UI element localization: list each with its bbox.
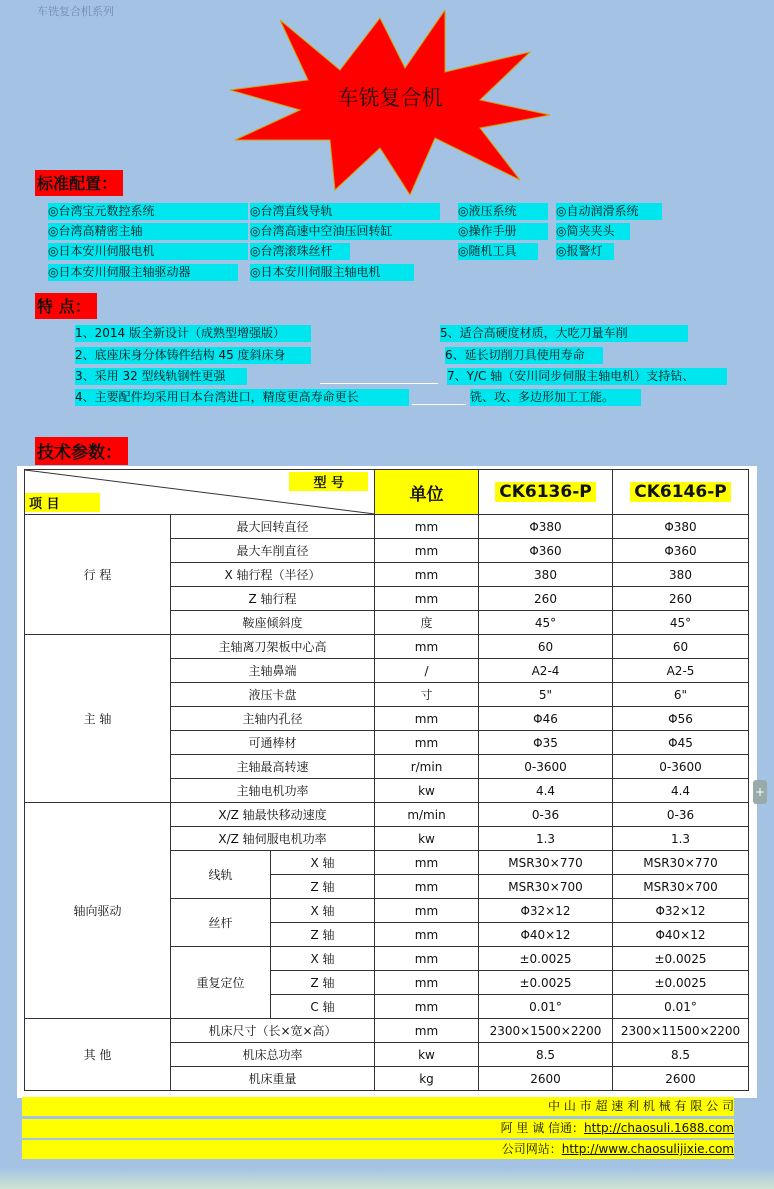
unit-cell: mm: [375, 995, 479, 1019]
model2-value-cell: 260: [613, 587, 749, 611]
table-row: [25, 803, 749, 827]
group-name-cell: 主 轴: [25, 635, 171, 803]
param-name-cell: X/Z 轴最快移动速度: [171, 803, 375, 827]
unit-header: 单位: [375, 470, 479, 515]
model1-value-cell: 45°: [479, 611, 613, 635]
bottom-strip: [0, 1168, 774, 1189]
alibaba-label: 阿 里 诚 信通：: [500, 1121, 585, 1135]
config-item: ◎日本安川伺服主轴电机: [250, 264, 414, 281]
website-label: 公司网站：: [501, 1142, 562, 1156]
model2-value-cell: 4.4: [613, 779, 749, 803]
divider: [412, 404, 466, 405]
unit-cell: kw: [375, 779, 479, 803]
unit-cell: 寸: [375, 683, 479, 707]
param-name-cell: 最大回转直径: [171, 515, 375, 539]
divider: [320, 383, 438, 384]
website-link[interactable]: http://www.chaosulijixie.com: [561, 1142, 734, 1156]
unit-cell: m/min: [375, 803, 479, 827]
alibaba-link[interactable]: http://chaosuli.1688.com: [584, 1121, 734, 1135]
model1-header: [479, 470, 613, 515]
model1-value-cell: 260: [479, 587, 613, 611]
axis-cell: X 轴: [271, 947, 375, 971]
model1-value-cell: Φ35: [479, 731, 613, 755]
config-item: ◎日本安川伺服电机: [48, 243, 248, 260]
params-label: 技术参数：: [35, 437, 128, 465]
banner-title: 车铣复合机: [337, 86, 443, 110]
model1-value-cell: 4.4: [479, 779, 613, 803]
subgroup-name-cell: 丝杆: [171, 899, 271, 947]
unit-cell: mm: [375, 587, 479, 611]
unit-cell: mm: [375, 1019, 479, 1043]
model1-value-cell: 380: [479, 563, 613, 587]
config-item: ◎液压系统: [458, 203, 548, 220]
company-name: 中 山 市 超 速 利 机 械 有 限 公 司: [548, 1099, 734, 1113]
param-name-cell: 主轴离刀架板中心高: [171, 635, 375, 659]
config-item: ◎台湾高速中空油压回转缸: [250, 223, 460, 240]
model2-value-cell: 6": [613, 683, 749, 707]
model1-value-cell: A2-4: [479, 659, 613, 683]
model2-value-cell: MSR30×770: [613, 851, 749, 875]
feature-item: 4、主要配件均采用日本台湾进口，精度更高寿命更长: [75, 389, 409, 406]
unit-cell: kw: [375, 1043, 479, 1067]
footer-website: [22, 1140, 734, 1159]
param-name-cell: 主轴最高转速: [171, 755, 375, 779]
model1-value-cell: 0-36: [479, 803, 613, 827]
model1-value-cell: ±0.0025: [479, 971, 613, 995]
spec-table-container: [17, 466, 757, 1098]
model1-value-cell: 60: [479, 635, 613, 659]
table-row: [25, 515, 749, 539]
model2-value-cell: MSR30×700: [613, 875, 749, 899]
feature-item: 3、采用 32 型线轨钢性更强: [75, 368, 247, 385]
model1-value-cell: 2600: [479, 1067, 613, 1091]
unit-cell: mm: [375, 947, 479, 971]
footer-company: [22, 1097, 734, 1116]
config-item: ◎自动润滑系统: [556, 203, 662, 220]
unit-cell: kw: [375, 827, 479, 851]
model2-value-cell: Φ380: [613, 515, 749, 539]
model2-value-cell: Φ32×12: [613, 899, 749, 923]
model1-value-cell: Φ46: [479, 707, 613, 731]
param-name-cell: 液压卡盘: [171, 683, 375, 707]
axis-cell: X 轴: [271, 899, 375, 923]
config-item: ◎台湾滚珠丝杆: [250, 243, 350, 260]
axis-cell: C 轴: [271, 995, 375, 1019]
spec-table: [24, 469, 749, 1091]
unit-cell: mm: [375, 899, 479, 923]
standard-label: 标准配置：: [35, 170, 123, 196]
model2-value-cell: 2300×11500×2200: [613, 1019, 749, 1043]
model1-value-cell: MSR30×770: [479, 851, 613, 875]
model1-value-cell: Φ360: [479, 539, 613, 563]
table-row: [25, 635, 749, 659]
config-item: ◎报警灯: [556, 243, 614, 260]
table-row: [25, 1019, 749, 1043]
model2-value-cell: Φ40×12: [613, 923, 749, 947]
unit-cell: /: [375, 659, 479, 683]
item-header: 项 目: [25, 493, 100, 512]
model2-value-cell: Φ45: [613, 731, 749, 755]
model2-value-cell: 8.5: [613, 1043, 749, 1067]
model1-value-cell: 2300×1500×2200: [479, 1019, 613, 1043]
model2-value-cell: 45°: [613, 611, 749, 635]
group-name-cell: 轴向驱动: [25, 803, 171, 1019]
feature-item: 6、延长切削刀具使用寿命: [445, 347, 603, 364]
param-name-cell: 可通棒材: [171, 731, 375, 755]
axis-cell: Z 轴: [271, 923, 375, 947]
subgroup-name-cell: 重复定位: [171, 947, 271, 1019]
config-item: ◎操作手册: [458, 223, 548, 240]
feature-item: 2、底座床身分体铸件结构 45 度斜床身: [75, 347, 311, 364]
axis-cell: X 轴: [271, 851, 375, 875]
feature-item: 铣、攻、多边形加工工能。: [470, 389, 641, 406]
param-name-cell: Z 轴行程: [171, 587, 375, 611]
model2-value-cell: 1.3: [613, 827, 749, 851]
model2-value-cell: Φ360: [613, 539, 749, 563]
feature-item: 7、Y/C 轴（安川同步伺服主轴电机）支持钻、: [447, 368, 727, 385]
model2-value-cell: 60: [613, 635, 749, 659]
subgroup-name-cell: 线轨: [171, 851, 271, 899]
model1-value-cell: MSR30×700: [479, 875, 613, 899]
feature-item: 5、适合高硬度材质，大吃刀量车削: [440, 325, 688, 342]
param-name-cell: 主轴电机功率: [171, 779, 375, 803]
model1-value-cell: Φ40×12: [479, 923, 613, 947]
model1-value-cell: 0-3600: [479, 755, 613, 779]
config-item: ◎日本安川伺服主轴驱动器: [48, 264, 238, 281]
model2-value-cell: 0.01°: [613, 995, 749, 1019]
breadcrumb[interactable]: 车铣复合机系列: [37, 5, 114, 18]
unit-cell: 度: [375, 611, 479, 635]
unit-cell: kg: [375, 1067, 479, 1091]
param-name-cell: X 轴行程（半径）: [171, 563, 375, 587]
unit-cell: mm: [375, 851, 479, 875]
footer-alibaba: [22, 1119, 734, 1138]
model1-value-cell: Φ32×12: [479, 899, 613, 923]
unit-cell: r/min: [375, 755, 479, 779]
config-item: ◎台湾高精密主轴: [48, 223, 248, 240]
param-name-cell: 机床尺寸（长×宽×高）: [171, 1019, 375, 1043]
param-name-cell: 主轴内孔径: [171, 707, 375, 731]
model2-value-cell: 0-36: [613, 803, 749, 827]
unit-cell: mm: [375, 635, 479, 659]
param-name-cell: X/Z 轴伺服电机功率: [171, 827, 375, 851]
config-item: ◎台湾宝元数控系统: [48, 203, 248, 220]
model-header: 型 号: [289, 472, 368, 491]
model2-value-cell: 2600: [613, 1067, 749, 1091]
feature-item: 1、2014 版全新设计（成熟型增强版）: [75, 325, 311, 342]
model2-value-cell: Φ56: [613, 707, 749, 731]
param-name-cell: 最大车削直径: [171, 539, 375, 563]
unit-cell: mm: [375, 707, 479, 731]
model1-value-cell: 0.01°: [479, 995, 613, 1019]
config-item: ◎台湾直线导轨: [250, 203, 440, 220]
unit-cell: mm: [375, 515, 479, 539]
model1-value-cell: 8.5: [479, 1043, 613, 1067]
model1-label: CK6136-P: [495, 482, 595, 502]
model2-value-cell: 380: [613, 563, 749, 587]
axis-cell: Z 轴: [271, 875, 375, 899]
model2-value-cell: 0-3600: [613, 755, 749, 779]
model2-label: CK6146-P: [630, 482, 730, 502]
expand-side-button[interactable]: +: [753, 780, 767, 804]
model2-value-cell: A2-5: [613, 659, 749, 683]
param-name-cell: 鞍座倾斜度: [171, 611, 375, 635]
group-name-cell: 其 他: [25, 1019, 171, 1091]
param-name-cell: 机床重量: [171, 1067, 375, 1091]
model2-value-cell: ±0.0025: [613, 947, 749, 971]
group-name-cell: 行 程: [25, 515, 171, 635]
axis-cell: Z 轴: [271, 971, 375, 995]
config-item: ◎随机工具: [458, 243, 538, 260]
unit-cell: mm: [375, 971, 479, 995]
unit-cell: mm: [375, 563, 479, 587]
config-item: ◎简夹夹头: [556, 223, 630, 240]
model2-header: [613, 470, 749, 515]
unit-cell: mm: [375, 923, 479, 947]
model1-value-cell: ±0.0025: [479, 947, 613, 971]
model1-value-cell: 5": [479, 683, 613, 707]
param-name-cell: 机床总功率: [171, 1043, 375, 1067]
unit-cell: mm: [375, 731, 479, 755]
features-label: 特 点：: [35, 293, 97, 319]
unit-cell: mm: [375, 539, 479, 563]
model2-value-cell: ±0.0025: [613, 971, 749, 995]
unit-cell: mm: [375, 875, 479, 899]
table-header-item-cell: [25, 470, 375, 515]
param-name-cell: 主轴鼻端: [171, 659, 375, 683]
model1-value-cell: 1.3: [479, 827, 613, 851]
model1-value-cell: Φ380: [479, 515, 613, 539]
